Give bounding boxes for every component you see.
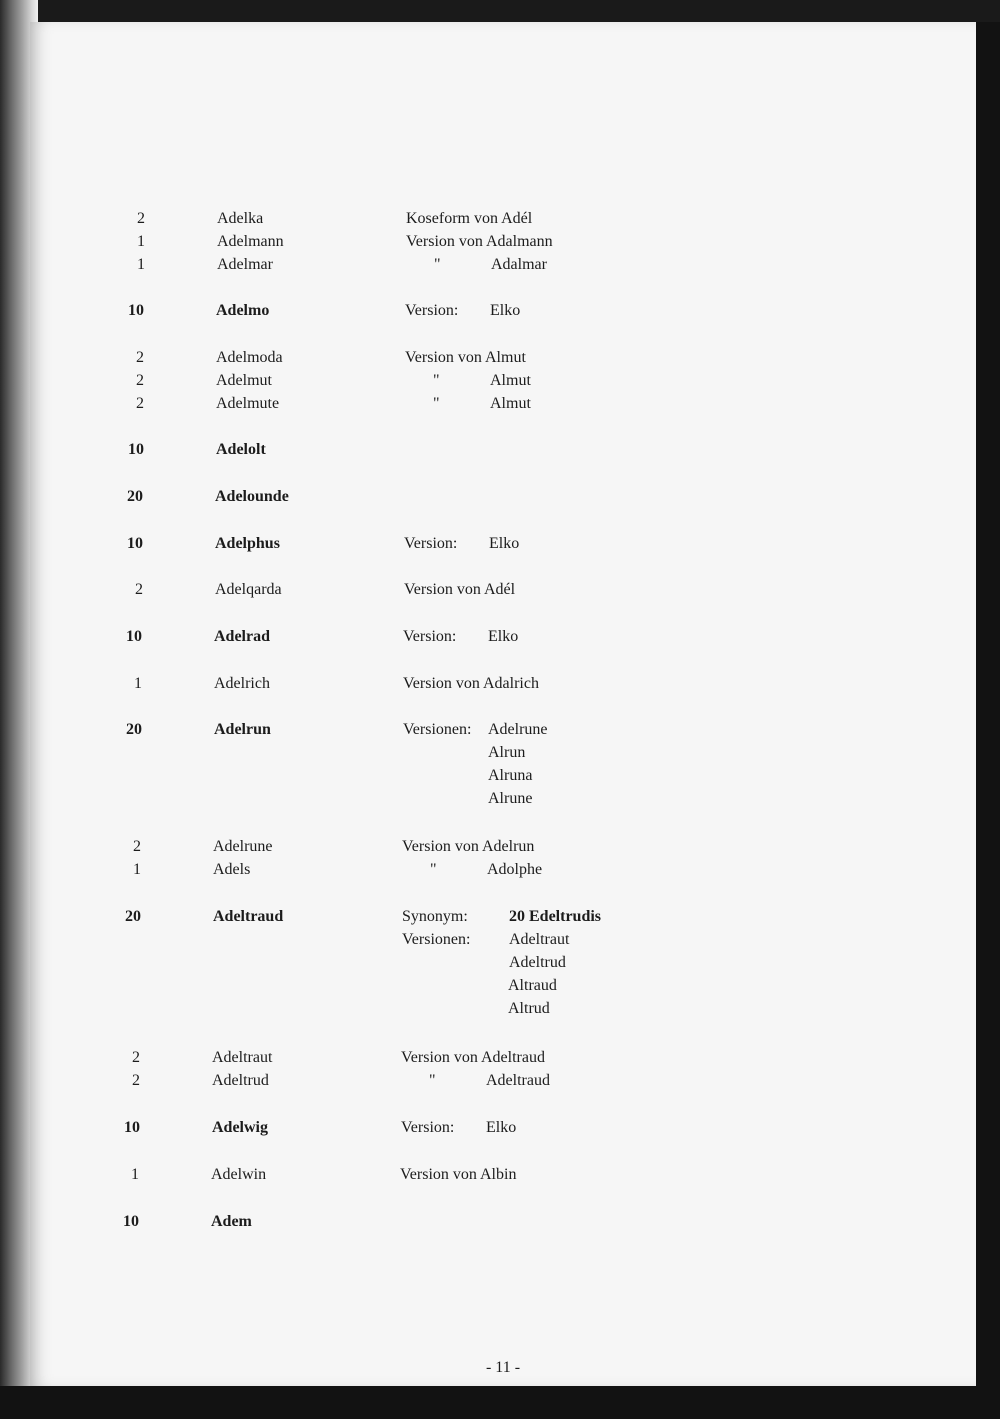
list-item (30, 764, 976, 787)
entry-frequency: 10 (127, 535, 143, 552)
entry-frequency: 1 (131, 1166, 139, 1183)
list-item (30, 741, 976, 764)
entry-relation: Version: (404, 535, 458, 552)
entry-relation: Version: (405, 302, 459, 319)
entry-target: Altrud (508, 1000, 550, 1017)
list-item (30, 1163, 976, 1186)
entry-frequency: 10 (126, 628, 142, 645)
entry-name: Adelrun (214, 721, 271, 738)
list-item (30, 974, 976, 997)
entry-name: Adelmann (217, 233, 284, 250)
entry-frequency: 1 (137, 256, 145, 273)
entry-name: Adelka (217, 210, 264, 227)
entry-relation: Version von Albin (400, 1166, 517, 1183)
list-item (30, 346, 976, 369)
entry-frequency: 20 (125, 908, 141, 925)
entry-frequency: 2 (136, 349, 144, 366)
entry-frequency: 1 (133, 861, 141, 878)
entry-relation: " (429, 1072, 436, 1089)
entry-target: Adelrune (488, 721, 548, 738)
entry-relation: Versionen: (403, 721, 472, 738)
list-item (30, 928, 976, 951)
entry-target: Elko (488, 628, 519, 645)
entry-target: Alrun (488, 744, 526, 761)
list-item (30, 207, 976, 230)
list-item (30, 578, 976, 601)
entry-name: Adelmoda (216, 349, 283, 366)
list-item (30, 532, 976, 555)
entry-frequency: 10 (123, 1213, 139, 1230)
entry-name: Adelwin (211, 1166, 267, 1183)
list-item (30, 253, 976, 276)
entry-relation: Version: (403, 628, 457, 645)
entry-name: Adelmo (216, 302, 270, 319)
entry-name: Adelrune (213, 838, 273, 855)
entry-target: Adeltrud (509, 954, 566, 971)
list-item (30, 299, 976, 322)
list-item (30, 951, 976, 974)
entry-name: Adelrich (214, 675, 270, 692)
entry-relation: Version von Almut (405, 349, 526, 366)
list-item (30, 392, 976, 415)
entry-frequency: 2 (135, 581, 143, 598)
entry-relation: Koseform von Adél (406, 210, 533, 227)
entry-name: Adelmut (216, 372, 272, 389)
entry-relation: Version von Adalrich (403, 675, 539, 692)
entry-relation: " (430, 861, 437, 878)
entry-frequency: 2 (132, 1049, 140, 1066)
list-item (30, 369, 976, 392)
entry-name: Adelounde (215, 488, 289, 505)
entry-target: Altraud (508, 977, 557, 994)
list-item (30, 905, 976, 928)
list-item (30, 997, 976, 1020)
entry-target: Adeltraud (486, 1072, 550, 1089)
entry-frequency: 20 (127, 488, 143, 505)
scan-edge-bottom (0, 1386, 1000, 1419)
entry-relation: Version von Adél (404, 581, 516, 598)
document-page (30, 22, 976, 1386)
entry-relation: " (433, 372, 440, 389)
list-item (30, 672, 976, 695)
entry-target: Adalmar (491, 256, 547, 273)
entry-name: Adelmute (216, 395, 280, 412)
entry-relation: Version von Adeltraud (401, 1049, 545, 1066)
page-number: - 11 - (485, 1359, 521, 1376)
entry-frequency: 2 (133, 838, 141, 855)
entry-frequency: 10 (128, 441, 144, 458)
entry-name: Adeltraut (212, 1049, 273, 1066)
entry-target: Almut (490, 395, 531, 412)
list-item (30, 787, 976, 810)
list-item (30, 858, 976, 881)
entry-name: Adelphus (215, 535, 280, 552)
list-item (30, 1046, 976, 1069)
entry-frequency: 10 (128, 302, 144, 319)
entry-frequency: 20 (126, 721, 142, 738)
entry-frequency: 1 (134, 675, 142, 692)
entry-relation: Versionen: (402, 931, 471, 948)
list-item (30, 438, 976, 461)
entry-frequency: 2 (132, 1072, 140, 1089)
list-item (30, 625, 976, 648)
entry-target: Adeltraut (509, 931, 570, 948)
entry-relation: Version von Adalmann (406, 233, 553, 250)
entry-name: Adeltrud (212, 1072, 269, 1089)
entry-name: Adels (213, 861, 251, 878)
entry-relation: Version: (401, 1119, 455, 1136)
entry-name: Adelolt (216, 441, 266, 458)
scan-edge-right (976, 22, 1000, 1419)
entry-relation: " (434, 256, 441, 273)
entry-frequency: 1 (137, 233, 145, 250)
list-item (30, 485, 976, 508)
entry-name: Adelqarda (215, 581, 282, 598)
entry-target: Elko (490, 302, 521, 319)
entry-target: Elko (486, 1119, 517, 1136)
entry-name: Adelmar (217, 256, 273, 273)
entry-name: Adeltraud (213, 908, 284, 925)
entry-frequency: 2 (137, 210, 145, 227)
entry-target: 20 Edeltrudis (509, 908, 602, 925)
list-item (30, 1116, 976, 1139)
list-item (30, 230, 976, 253)
entry-relation: Synonym: (402, 908, 468, 925)
entry-target: Alrune (488, 790, 533, 807)
entry-name: Adelrad (214, 628, 270, 645)
entry-target: Alruna (488, 767, 533, 784)
entry-relation: " (433, 395, 440, 412)
entry-target: Adolphe (487, 861, 543, 878)
entry-frequency: 10 (124, 1119, 140, 1136)
list-item (30, 1210, 976, 1233)
entry-name: Adem (211, 1213, 252, 1230)
entry-frequency: 2 (136, 395, 144, 412)
entry-frequency: 2 (136, 372, 144, 389)
list-item (30, 718, 976, 741)
entry-name: Adelwig (212, 1119, 268, 1136)
entry-relation: Version von Adelrun (402, 838, 535, 855)
list-item (30, 1069, 976, 1092)
list-item (30, 835, 976, 858)
entry-target: Almut (490, 372, 531, 389)
entry-target: Elko (489, 535, 520, 552)
